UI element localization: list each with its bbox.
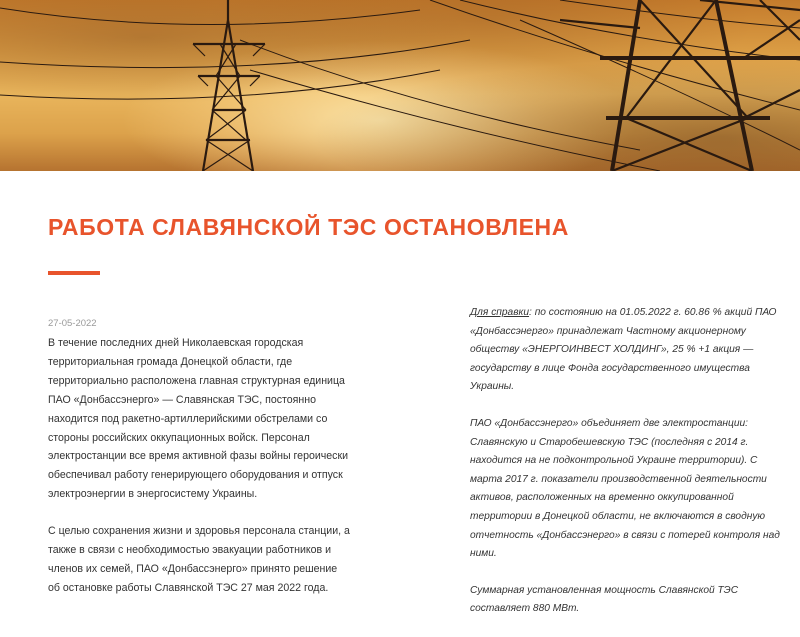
reference-paragraph: ПАО «Донбассэнерго» объединяет две электростанции: Славянскую и Старобешевскую ТЭС (последняя с 2014 г. находится на не подконтрольной Украине территории). С марта 2017 г. показатели производственной деятельности активов, расположенных на временно оккупированной территории в Донецкой области, не включаются в сводную отчетность «Донбассэнерго» в связи с потерей контроля над ними. xyxy=(470,417,780,560)
hero-banner xyxy=(0,0,800,171)
title-accent-bar xyxy=(48,271,100,275)
reference-paragraph: Суммарная установленная мощность Славянской ТЭС составляет 880 МВт. xyxy=(470,584,739,615)
reference-intro-text: : по состоянию на 01.05.2022 г. 60.86 % акций ПАО «Донбассэнерго» принадлежат Частному акционерному обществу «ЭНЕРГОИНВЕСТ ХОЛДИНГ», 25 % +1 акция — государству в лице Фонда государственного имущества Украины. xyxy=(470,307,777,393)
article-title: РАБОТА СЛАВЯНСКОЙ ТЭС ОСТАНОВЛЕНА xyxy=(48,214,569,240)
reference-link[interactable]: Для справки xyxy=(470,307,530,318)
article-paragraph: В течение последних дней Николаевская городская территориальная громада Донецкой области, где территориально расположена главная структурная единица ПАО «Донбассэнерго» — Славянская ТЭС, постоянно находится под ракетно-артиллерийскими обстрелами со стороны российских оккупационных войск. Персонал электростанции все время активной фазы войны героически обеспечивал работу генерирующего оборудования и отпуск электроэнергии в энергосистему Украины. xyxy=(48,337,349,501)
power-lines-image xyxy=(0,0,800,171)
article-paragraph: С целью сохранения жизни и здоровья персонала станции, а также в связи с необходимостью эвакуации работников и членов их семей, ПАО «Донбассэнерго» принято решение об остановке работы Славянской ТЭС 27 мая 2022 года. xyxy=(48,525,350,594)
reference-note xyxy=(470,304,786,637)
article-body xyxy=(48,334,352,616)
article-date: 27-05-2022 xyxy=(48,318,97,329)
reference-intro xyxy=(470,304,786,397)
